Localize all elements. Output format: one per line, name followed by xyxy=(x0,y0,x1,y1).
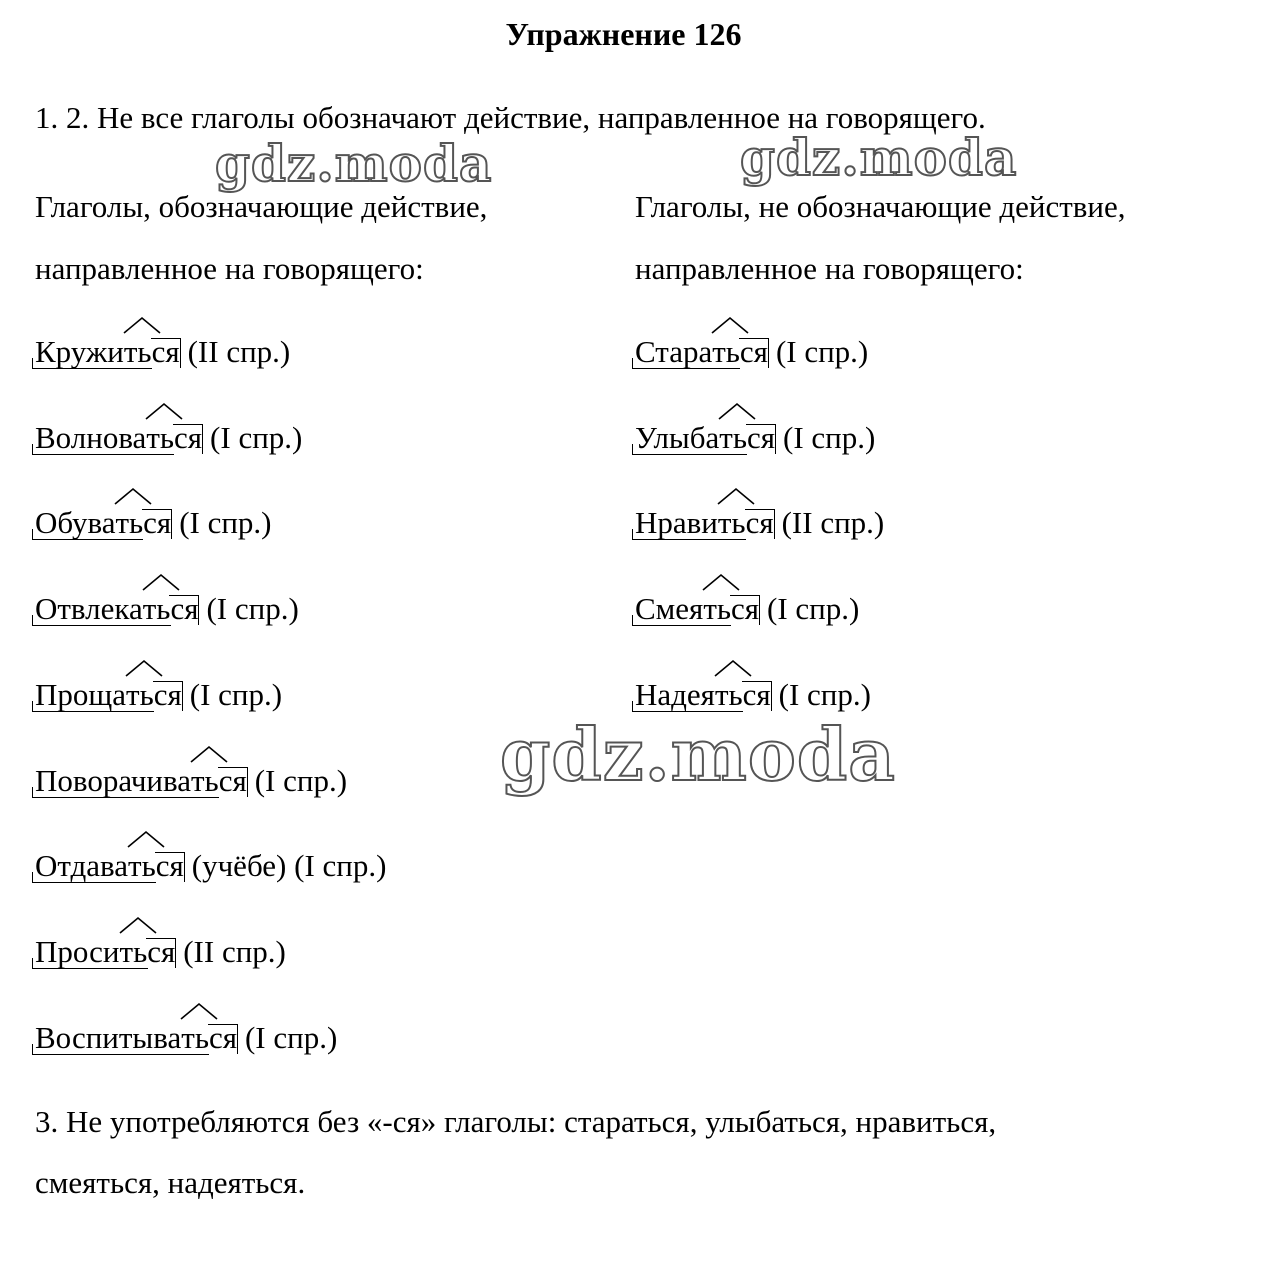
postfix-text: ся xyxy=(739,334,768,369)
right-column-heading xyxy=(635,176,1126,300)
postfix-text: ся xyxy=(143,505,172,541)
verb-item xyxy=(635,332,868,372)
verb-word xyxy=(35,846,184,886)
postfix-text: ся xyxy=(742,676,771,712)
conjugation-note: (I спр.) xyxy=(210,419,303,455)
verb-suffix: ть xyxy=(115,503,143,543)
verb-postfix xyxy=(143,503,171,543)
base-underline xyxy=(32,615,171,626)
verb-word xyxy=(635,332,768,372)
verb-stem: Отдава xyxy=(35,848,129,884)
conclusion-line-1: 3. Не употребляются без «-ся» глаголы: стараться, улыбаться, нравиться, xyxy=(35,1104,997,1139)
postfix-box-icon xyxy=(739,338,769,368)
base-underline xyxy=(632,444,747,455)
postfix-box-icon xyxy=(153,681,183,711)
verb-postfix xyxy=(743,675,771,715)
postfix-box-icon xyxy=(742,681,772,711)
verb-suffix: ть xyxy=(712,332,740,372)
verb-item xyxy=(635,418,875,458)
verb-postfix xyxy=(747,418,775,458)
left-column-heading xyxy=(35,176,487,300)
verb-stem: Смея xyxy=(635,591,704,627)
base-underline xyxy=(32,444,174,455)
postfix-text: ся xyxy=(155,848,184,884)
verb-suffix: ть xyxy=(146,418,174,458)
postfix-box-icon xyxy=(745,509,775,539)
intro-text: 1. 2. Не все глаголы обозначают действие, направленное на говорящего. xyxy=(35,100,986,135)
verb-item xyxy=(35,846,386,886)
verb-item xyxy=(35,761,347,801)
verb-stem: Обува xyxy=(35,505,116,541)
verb-word xyxy=(35,503,171,543)
verb-stem: Нрави xyxy=(635,505,718,541)
right-heading-line1: Глаголы, не обозначающие действие, xyxy=(635,189,1126,224)
verb-suffix: ть xyxy=(703,589,731,629)
base-underline xyxy=(32,701,154,712)
verb-stem: Проща xyxy=(35,676,127,712)
watermark-logo-large: gdz.moda xyxy=(500,712,896,797)
postfix-text: ся xyxy=(153,676,182,712)
verb-postfix xyxy=(219,761,247,801)
verb-suffix: ть xyxy=(718,503,746,543)
postfix-text: ся xyxy=(745,505,774,541)
postfix-box-icon xyxy=(151,338,181,368)
verb-word xyxy=(35,332,180,372)
verb-stem: Поворачива xyxy=(35,762,191,798)
postfix-box-icon xyxy=(218,767,248,797)
verb-stem: Отвлека xyxy=(35,591,143,627)
conjugation-note: (II спр.) xyxy=(781,505,885,541)
conjugation-note: (I спр.) xyxy=(206,591,299,627)
verb-item xyxy=(35,675,282,715)
base-underline xyxy=(32,958,148,969)
verb-word xyxy=(35,418,202,458)
verb-stem: Волнова xyxy=(35,419,147,455)
verb-suffix: ть xyxy=(715,675,743,715)
verb-word xyxy=(35,761,247,801)
verb-word xyxy=(635,675,771,715)
verb-postfix xyxy=(156,846,184,886)
verb-item xyxy=(35,503,272,543)
conjugation-note: (I спр.) xyxy=(775,334,869,369)
postfix-box-icon xyxy=(146,938,176,968)
postfix-box-icon xyxy=(208,1024,238,1054)
conjugation-note: (II спр.) xyxy=(187,334,291,369)
conjugation-note: (II спр.) xyxy=(183,933,286,969)
verb-suffix: ть xyxy=(128,846,156,886)
verb-suffix: ть xyxy=(143,589,171,629)
conjugation-note: (I спр.) xyxy=(179,505,272,541)
verb-item xyxy=(35,332,290,372)
verb-word xyxy=(35,1018,237,1058)
base-underline xyxy=(32,358,152,369)
verb-word xyxy=(635,503,774,543)
verb-word xyxy=(35,932,175,972)
postfix-text: ся xyxy=(147,933,176,969)
verb-item xyxy=(35,418,302,458)
verb-word xyxy=(635,589,759,629)
postfix-text: ся xyxy=(731,591,760,627)
base-underline xyxy=(632,701,743,712)
right-heading-line2: направленное на говорящего: xyxy=(635,251,1024,286)
postfix-box-icon xyxy=(142,509,172,539)
base-underline xyxy=(32,529,143,540)
postfix-text: ся xyxy=(174,419,203,455)
base-underline xyxy=(32,1044,209,1055)
postfix-box-icon xyxy=(746,424,776,454)
verb-stem: Проси xyxy=(35,933,120,969)
verb-item xyxy=(635,503,884,543)
base-underline xyxy=(32,872,156,883)
postfix-box-icon xyxy=(730,595,760,625)
verb-postfix xyxy=(174,418,202,458)
postfix-text: ся xyxy=(208,1019,237,1055)
conjugation-note: (I спр.) xyxy=(783,419,876,455)
verb-postfix xyxy=(147,932,175,972)
verb-item xyxy=(35,589,299,629)
verb-suffix: ть xyxy=(120,932,148,972)
base-underline xyxy=(632,358,740,369)
conjugation-note: (I спр.) xyxy=(189,676,283,712)
watermark-logo: gdz.moda xyxy=(740,128,1018,187)
verb-word xyxy=(35,589,198,629)
base-underline xyxy=(632,529,746,540)
left-heading-line2: направленное на говорящего: xyxy=(35,251,424,286)
verb-suffix: ть xyxy=(181,1018,209,1058)
verb-word xyxy=(35,675,182,715)
conjugation-note: (учёбе) (I спр.) xyxy=(191,848,387,884)
postfix-text: ся xyxy=(151,334,180,369)
verb-item xyxy=(35,932,286,972)
postfix-box-icon xyxy=(155,852,185,882)
verb-stem: Кружи xyxy=(35,334,124,369)
verb-stem: Надея xyxy=(635,676,715,712)
verb-suffix: ть xyxy=(719,418,747,458)
conclusion-line-2: смеяться, надеяться. xyxy=(35,1165,306,1200)
left-heading-line1: Глаголы, обозначающие действие, xyxy=(35,189,488,224)
verb-item xyxy=(35,1018,337,1058)
verb-postfix xyxy=(154,675,182,715)
verb-suffix: ть xyxy=(124,332,152,372)
base-underline xyxy=(32,787,219,798)
postfix-box-icon xyxy=(173,424,203,454)
postfix-text: ся xyxy=(170,591,199,627)
conjugation-note: (I спр.) xyxy=(244,1019,338,1055)
verb-item xyxy=(635,589,859,629)
page-title: Упражнение 126 xyxy=(505,16,742,52)
verb-item xyxy=(635,675,871,715)
base-underline xyxy=(632,615,731,626)
postfix-box-icon xyxy=(169,595,199,625)
verb-postfix xyxy=(209,1018,237,1058)
watermark-logo: gdz.moda xyxy=(215,134,493,193)
verb-stem: Улыба xyxy=(635,419,720,455)
verb-word xyxy=(635,418,775,458)
conjugation-note: (I спр.) xyxy=(778,676,871,712)
conjugation-note: (I спр.) xyxy=(254,762,348,798)
verb-postfix xyxy=(731,589,759,629)
verb-stem: Стара xyxy=(635,334,713,369)
verb-suffix: ть xyxy=(126,675,154,715)
conjugation-note: (I спр.) xyxy=(767,591,860,627)
verb-suffix: ть xyxy=(191,761,219,801)
postfix-text: ся xyxy=(218,762,247,798)
verb-postfix xyxy=(152,332,180,372)
verb-postfix xyxy=(740,332,768,372)
verb-stem: Воспитыва xyxy=(35,1019,182,1055)
verb-postfix xyxy=(170,589,198,629)
postfix-text: ся xyxy=(746,419,775,455)
verb-postfix xyxy=(746,503,774,543)
